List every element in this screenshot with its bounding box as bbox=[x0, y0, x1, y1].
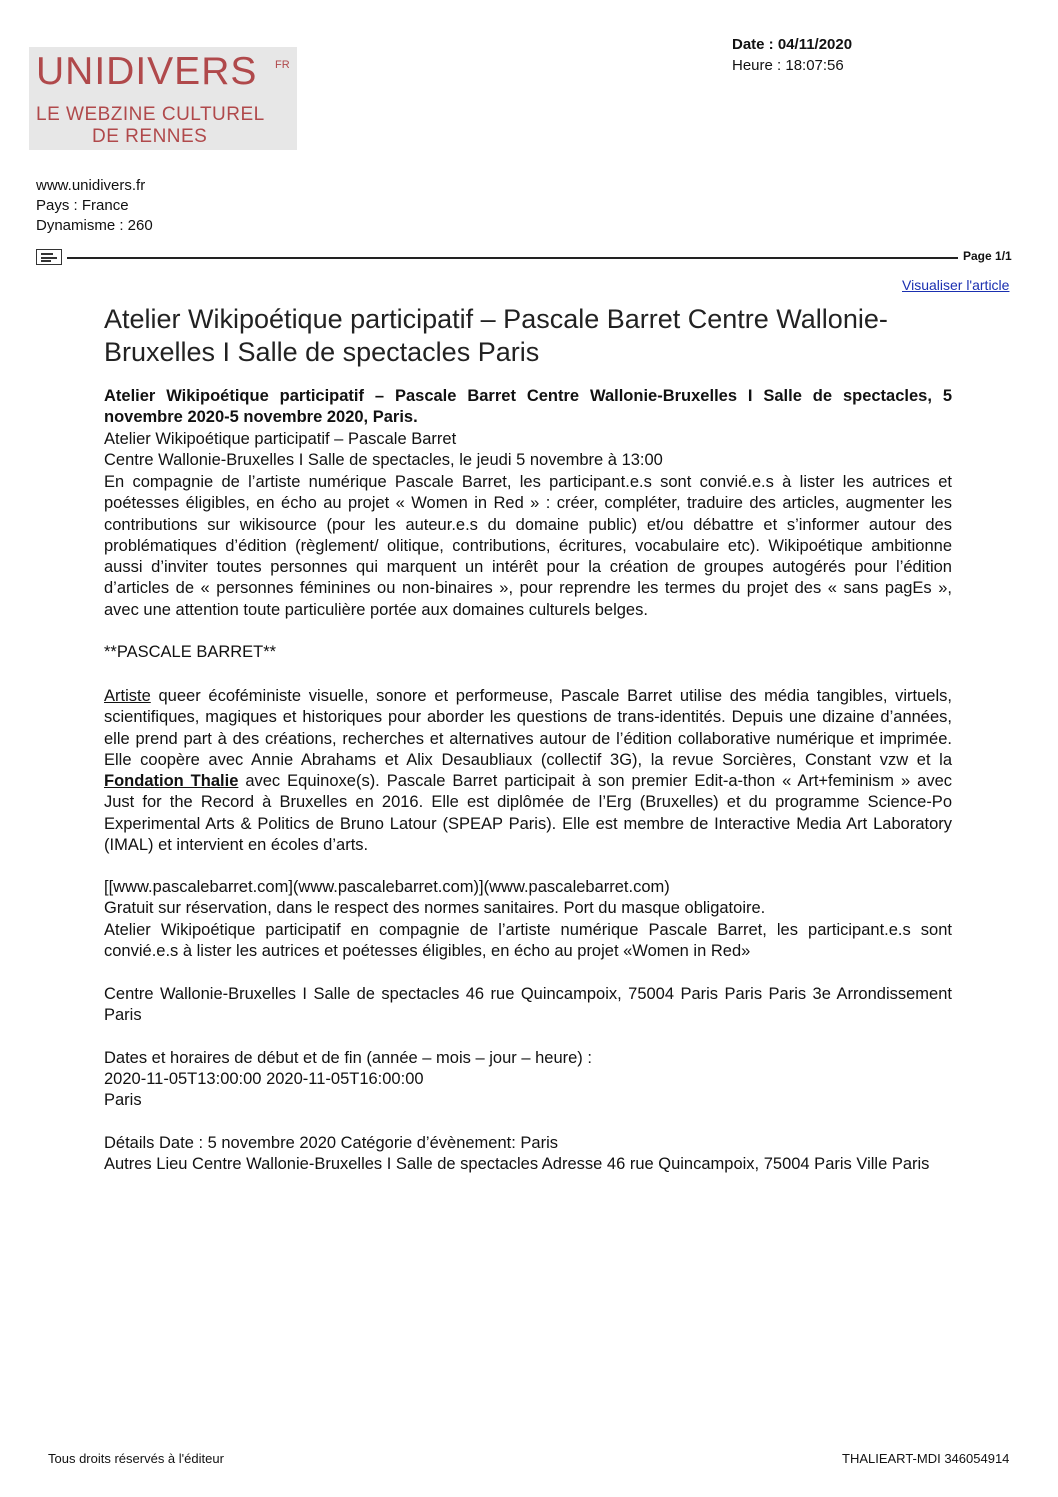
event-other-info: Autres Lieu Centre Wallonie-Bruxelles I Salle de spectacles Adresse 46 rue Quincampoix, 75004 Paris Ville Paris bbox=[104, 1155, 930, 1173]
artist-link[interactable]: Artiste bbox=[104, 687, 151, 705]
page-number: Page 1/1 bbox=[963, 249, 1012, 263]
source-dynamism: Dynamisme : 260 bbox=[36, 217, 153, 234]
article-date: Date : 04/11/2020 bbox=[732, 36, 853, 53]
event-description: En compagnie de l’artiste numérique Pascale Barret, les participant.e.s sont convié.e.s à lister les autrices et poétesses éligibles, en écho au projet « Women in Red » : créer, compléter, traduire des articles, augmenter les contributions sur wikisource (pour les auteur.e.s du domaine public) et/ou débattre et s’informer autour des problématiques d’édition (règlement/ olitique, contributions, écritures, vocabulaire etc). Wikipoétique ambitionne aussi d’inviter toutes personnes qui marquent un intérêt pour la création de groupes autogérés pour l’édition d’articles de « personnes féminines ou non-binaires », pour reprendre les termes du projet des « sans pagEs », avec une attention toute particulière portée aux domaines culturels belges. bbox=[104, 473, 952, 619]
event-summary: Atelier Wikipoétique participatif en compagnie de l’artiste numérique Pascale Barret, les participant.e.s sont convié.e.s à lister les autrices et poétesses éligibles, en écho au projet «Women in Red» bbox=[104, 921, 952, 961]
article-time: Heure : 18:07:56 bbox=[732, 57, 844, 74]
fondation-thalie-link[interactable]: Fondation Thalie bbox=[104, 772, 239, 791]
article-title: Atelier Wikipoétique participatif – Pascale Barret Centre Wallonie-Bruxelles I Salle de spectacles Paris bbox=[104, 304, 888, 367]
logo-tagline-2: DE RENNES bbox=[92, 126, 208, 147]
footer-reference: THALIEART-MDI 346054914 bbox=[842, 1451, 1010, 1466]
artist-biography bbox=[104, 686, 952, 856]
logo-tagline-1: LE WEBZINE CULTUREL bbox=[36, 104, 265, 125]
dates-label: Dates et horaires de début et de fin (année – mois – jour – heure) : bbox=[104, 1049, 592, 1067]
logo-suffix: FR bbox=[275, 59, 290, 71]
section-heading: **PASCALE BARRET** bbox=[104, 643, 277, 661]
venue-address: Centre Wallonie-Bruxelles I Salle de spectacles 46 rue Quincampoix, 75004 Paris Paris Paris 3e Arrondissement Paris bbox=[104, 985, 952, 1025]
view-article-link[interactable]: Visualiser l'article bbox=[902, 277, 1010, 293]
event-venue-line: Centre Wallonie-Bruxelles I Salle de spectacles, le jeudi 5 novembre à 13:00 bbox=[104, 451, 663, 469]
article-lead: Atelier Wikipoétique participatif – Pascale Barret Centre Wallonie-Bruxelles I Salle de spectacles, 5 novembre 2020-5 novembre 2020, Paris. bbox=[104, 387, 952, 427]
dates-value: 2020-11-05T13:00:00 2020-11-05T16:00:00 bbox=[104, 1070, 424, 1088]
event-details: Détails Date : 5 novembre 2020 Catégorie d’évènement: Paris bbox=[104, 1134, 558, 1152]
unidivers-logo bbox=[29, 47, 297, 150]
event-title-line: Atelier Wikipoétique participatif – Pascale Barret bbox=[104, 430, 457, 448]
dates-city: Paris bbox=[104, 1091, 142, 1109]
bio-text-2: avec Equinoxe(s). Pascale Barret participait à son premier Edit-a-thon « Art+feminism » avec Just for the Record à Bruxelles en 2016. Elle est diplômée de l’Erg (Bruxelles) et du programme Science-Po Experimental Arts & Politics de Bruno Latour (SPEAP Paris). Elle est membre de Interactive Media Art Laboratory (IMAL) et intervient en écoles d’arts. bbox=[104, 772, 952, 855]
logo-name: UNIDIVERS bbox=[36, 50, 258, 93]
document-icon bbox=[36, 249, 62, 265]
source-site: www.unidivers.fr bbox=[36, 177, 146, 194]
bio-text-1: queer écoféministe visuelle, sonore et performeuse, Pascale Barret utilise des média tangibles, virtuels, scientifiques, magiques et historiques pour aborder les questions de trans-identités. Depuis une dizaine d’années, elle prend part à des créations, recherches et alternatives autour de l’édition collaborative numérique et imprimée. Elle coopère avec Annie Abrahams et Alix Desaubliaux (collectif 3G), la revue Sorcières, Constant vzw et la bbox=[104, 687, 952, 769]
footer-rights: Tous droits réservés à l'éditeur bbox=[48, 1451, 224, 1466]
header-divider bbox=[67, 257, 958, 259]
free-reservation-line: Gratuit sur réservation, dans le respect des normes sanitaires. Port du masque obligatoire. bbox=[104, 899, 766, 917]
website-line: [[www.pascalebarret.com](www.pascalebarret.com)](www.pascalebarret.com) bbox=[104, 878, 670, 896]
source-country: Pays : France bbox=[36, 197, 129, 214]
